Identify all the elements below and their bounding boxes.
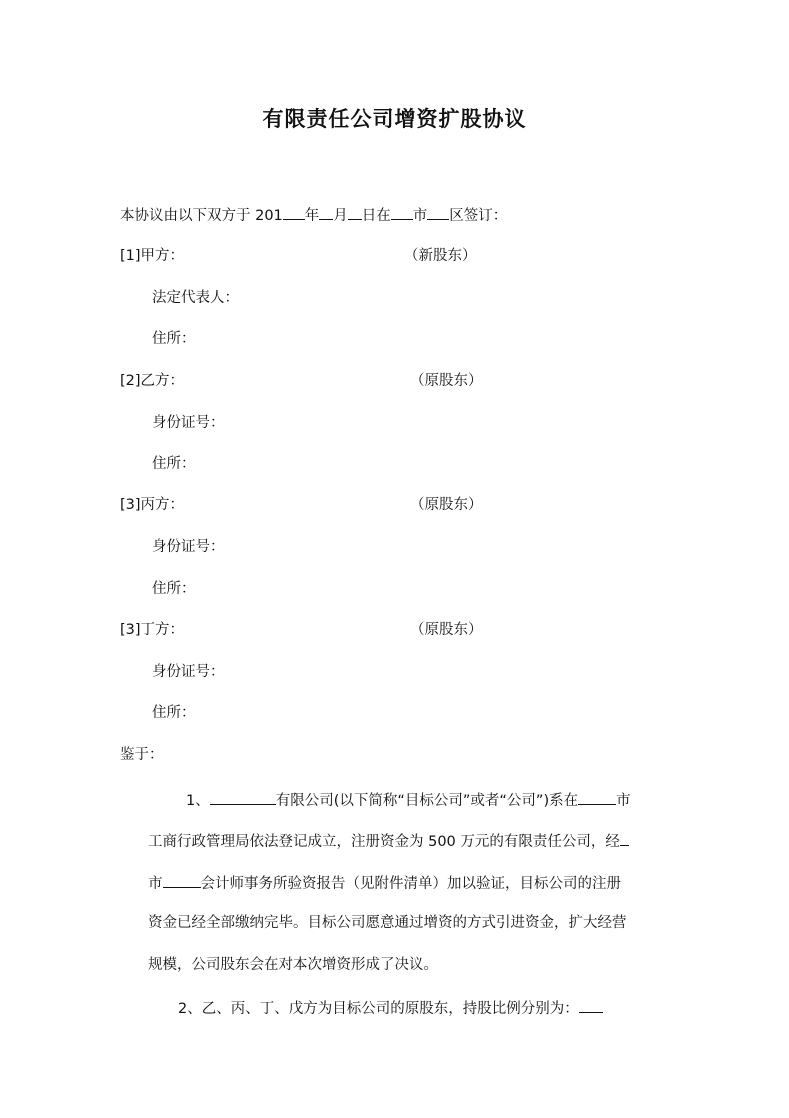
clause1-line2 [148,830,629,852]
party-label: [3]丁方： [120,622,185,638]
blank-share-ratio [579,997,603,1013]
document-title: 有限责任公司增资扩股协议 [262,106,527,131]
blank-year [283,204,305,220]
intro-line [120,204,507,226]
clause1-line3-a: 市 [148,876,163,892]
clause1-text-a: 有限公司(以下简称“目标公司”或者“公司”)系在 [275,793,579,809]
blank-company-name [210,789,276,805]
party-tag: （原股东） [410,497,483,513]
intro-city: 市 [412,208,428,224]
clause1-text-b: 市 [616,793,631,809]
party-field: 住所： [152,456,196,472]
intro-district: 区签订： [449,208,508,224]
intro-day: 日在 [361,208,391,224]
blank-audit-city [620,830,629,846]
party-field: 身份证号： [152,539,225,555]
blank-district [427,204,449,220]
party-tag: （原股东） [410,622,483,638]
clause1-number: 1、 [186,793,210,809]
party-label: [2]乙方： [120,373,185,389]
party-label: [3]丙方： [120,497,185,513]
intro-year: 年 [304,208,320,224]
party-tag: （原股东） [410,373,483,389]
party-field: 身份证号： [152,415,225,431]
party-field: 住所： [152,331,196,347]
party-field: 住所： [152,581,196,597]
clause1-line3-b: 会计师事务所验资报告（见附件清单）加以验证，目标公司的注册 [200,876,621,892]
blank-registration-city [578,789,616,805]
clause1-line4: 资金已经全部缴纳完毕。目标公司愿意通过增资的方式引进资金，扩大经营 [148,915,627,931]
clause2-line1 [178,997,603,1019]
blank-accounting-firm [163,872,201,888]
clause1-line1 [186,789,631,811]
party-field: 法定代表人： [152,290,239,306]
clause1-line2-text: 工商行政管理局依法登记成立，注册资金为 500 万元的有限责任公司，经 [148,834,620,850]
blank-city [391,204,413,220]
blank-month [319,204,333,220]
party-tag: （新股东） [404,248,477,264]
whereas-heading: 鉴于： [120,747,164,763]
blank-day [348,204,362,220]
intro-prefix: 本协议由以下双方于 201 [120,208,283,224]
clause2-text: 2、乙、丙、丁、戊方为目标公司的原股东，持股比例分别为： [178,1001,579,1017]
party-label: [1]甲方： [120,248,185,264]
clause1-line5: 规模，公司股东会在对本次增资形成了决议。 [148,957,438,973]
intro-month: 月 [333,208,348,224]
party-field: 身份证号： [152,664,225,680]
clause1-line3 [148,872,621,894]
party-field: 住所： [152,705,196,721]
